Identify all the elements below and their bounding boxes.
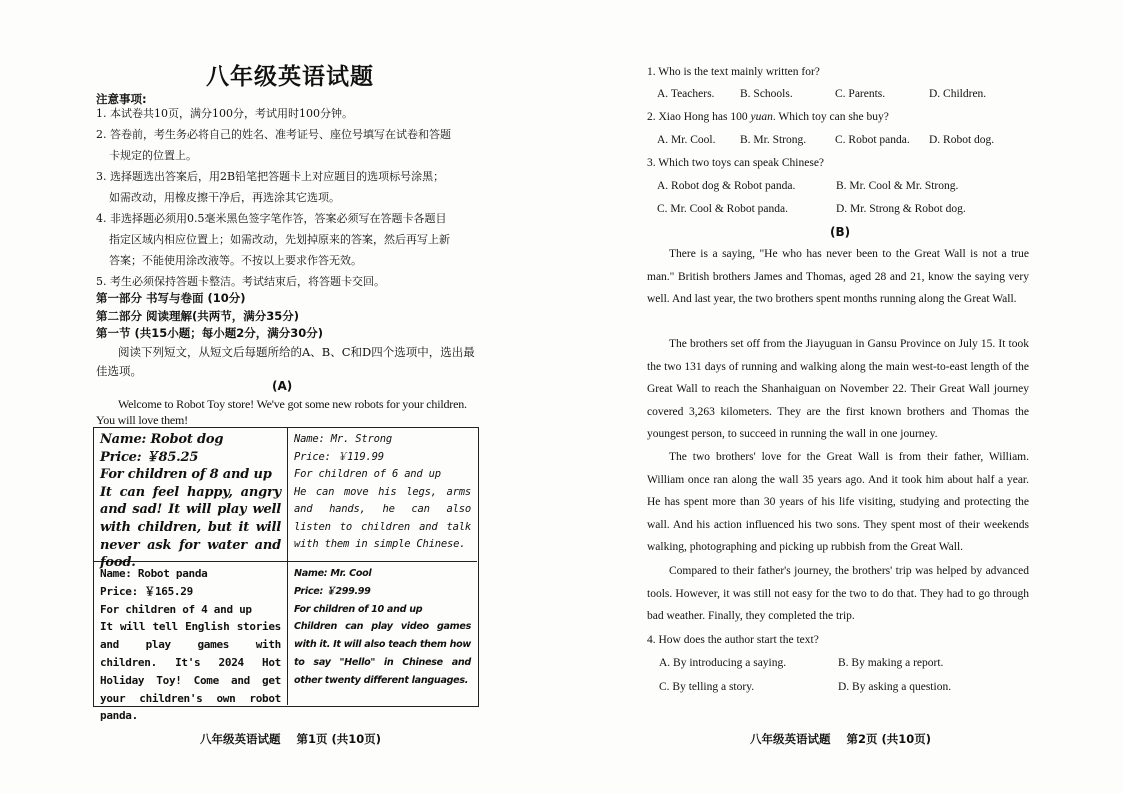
note-2-cont: 卡规定的位置上。 — [109, 149, 197, 162]
q2-stem-em: yuan — [750, 111, 773, 123]
q4-option-a: A. By introducing a saying. — [659, 657, 787, 669]
note-4-cont: 指定区域内相应位置上；如需改动，先划掉原来的答案，然后再写上新 — [109, 233, 450, 246]
page-1-footer: 八年级英语试题 第1页 (共10页) — [200, 732, 382, 746]
mr-cool-desc: Children can play video games with it. It will also teach them how to say "Hello" in Chinese and other twenty different languages. — [294, 621, 471, 686]
passage-a-intro: Welcome to Robot Toy store! We've got some new robots for your children. You will love them! — [96, 397, 467, 427]
q2-option-d: D. Robot dog. — [929, 134, 995, 146]
mr-cool-age: For children of 10 and up — [294, 603, 423, 615]
robot-panda-desc: It will tell English stories and play games with children. It's 2024 Hot Holiday Toy! Come and get your children's own robot panda. — [100, 620, 281, 723]
passage-b-paragraph-1: There is a saying, "He who has never been to the Great Wall is not a true man." British brothers James and Thomas, aged 28 and 21, know the saying very well. And last year, the two brothers spent months running along the Great Wall. — [647, 248, 1029, 306]
passage-b-label: (B) — [830, 225, 851, 239]
notes-list — [96, 103, 480, 292]
question-2-stem — [647, 111, 889, 123]
q4-option-c: C. By telling a story. — [659, 681, 755, 693]
q1-option-a: A. Teachers. — [657, 88, 715, 100]
part-1-heading: 第一部分 书写与卷面 (10分) — [96, 291, 246, 305]
passage-a-label: (A) — [272, 379, 293, 393]
note-3-cont: 如需改动，用橡皮擦干净后，再选涂其它选项。 — [109, 191, 340, 204]
question-1-stem: 1. Who is the text mainly written for? — [647, 66, 820, 78]
robot-panda-price: Price: ￥165.29 — [100, 584, 193, 598]
question-4-stem: 4. How does the author start the text? — [647, 634, 819, 646]
notes-heading: 注意事项: — [96, 92, 147, 106]
robot-dog-price: Price: ￥85.25 — [100, 449, 199, 465]
section-1-heading: 第一节 (共15小题；每小题2分，满分30分) — [96, 326, 324, 340]
q2-option-a: A. Mr. Cool. — [657, 134, 716, 146]
q2-stem-post: . Which toy can she buy? — [772, 111, 889, 123]
note-4: 4. 非选择题必须用0.5毫米黑色签字笔作答，答案必须写在答题卡各题目 — [96, 212, 447, 225]
reading-instructions: 阅读下列短文，从短文后每题所给的A、B、C和D四个选项中，选出最佳选项。 — [96, 345, 475, 378]
mr-strong-card — [288, 428, 477, 562]
note-2: 2. 答卷前，考生务必将自己的姓名、准考证号、座位号填写在试卷和答题 — [96, 128, 451, 141]
mr-strong-name: Name: Mr. Strong — [294, 433, 392, 445]
note-4-cont2: 答案；不能使用涂改液等。不按以上要求作答无效。 — [109, 254, 362, 267]
mr-strong-desc: He can move his legs, arms and hands, he can also listen to children and talk with them in simple Chinese. — [294, 485, 471, 550]
passage-b-paragraph-4: Compared to their father's journey, the brothers' trip was helped by advanced tools. However, it was still not easy for the two to do that. They had to go through bad weather. Finally, they completed the trip. — [647, 565, 1029, 623]
left-page — [0, 0, 560, 793]
robot-dog-age: For children of 8 and up — [100, 467, 272, 483]
note-1: 1. 本试卷共10页，满分100分，考试用时100分钟。 — [96, 107, 353, 120]
question-3-stem: 3. Which two toys can speak Chinese? — [647, 157, 825, 169]
q2-option-c: C. Robot panda. — [835, 134, 910, 146]
robot-panda-age: For children of 4 and up — [100, 602, 252, 616]
q3-option-c: C. Mr. Cool & Robot panda. — [657, 203, 788, 215]
q4-option-d: D. By asking a question. — [838, 681, 952, 693]
q4-option-b: B. By making a report. — [838, 657, 944, 669]
mr-strong-age: For children of 6 and up — [294, 468, 441, 480]
q1-option-d: D. Children. — [929, 88, 987, 100]
exam-title: 八年级英语试题 — [206, 64, 374, 90]
q2-option-b: B. Mr. Strong. — [740, 134, 807, 146]
q2-stem-pre: 2. Xiao Hong has 100 — [647, 111, 751, 123]
robot-dog-name: Name: Robot dog — [100, 432, 224, 447]
part-2-heading: 第二部分 阅读理解(共两节，满分35分) — [96, 309, 300, 323]
q3-option-b: B. Mr. Cool & Mr. Strong. — [836, 180, 959, 192]
robot-dog-desc: It can feel happy, angry and sad! It will play well with children, but it will never ask for water and food. — [100, 484, 281, 571]
robot-dog-card — [94, 428, 288, 571]
page-2-footer: 八年级英语试题 第2页 (共10页) — [750, 732, 932, 746]
mr-cool-name: Name: Mr. Cool — [294, 568, 372, 579]
robot-toy-table — [93, 427, 479, 723]
q3-option-d: D. Mr. Strong & Robot dog. — [836, 203, 966, 215]
robot-panda-card — [94, 562, 288, 723]
mr-strong-price: Price: ￥119.99 — [294, 450, 384, 463]
robot-panda-name: Name: Robot panda — [100, 567, 208, 580]
passage-b-paragraph-3: The two brothers' love for the Great Wall is from their father, William. William once ran along the wall 35 years ago. And it took him about half a year. He has spent more than 30 years of his life visiting, studying and protecting the wall. And his action influenced his two sons. They spent most of their weekends walking, photographing and picking up rubbish from the Great Wall. — [647, 451, 1029, 554]
note-5: 5. 考生必须保持答题卡整洁。考试结束后，将答题卡交回。 — [96, 275, 385, 288]
note-3: 3. 选择题选出答案后，用2B铅笔把答题卡上对应题目的选项标号涂黑； — [96, 170, 445, 183]
q1-option-c: C. Parents. — [835, 88, 886, 100]
q3-option-a: A. Robot dog & Robot panda. — [657, 180, 796, 192]
mr-cool-price: Price: ￥299.99 — [294, 585, 371, 597]
mr-cool-card — [288, 562, 477, 705]
passage-b-paragraph-2: The brothers set off from the Jiayuguan in Gansu Province on July 15. It took the two 131 days of running and walking along the main west-to-east length of the Great Wall to reach the Shanhaiguan on November 22. Their Great Wall journey covered 3,263 kilometers. They are the first known brothers and Thomas the youngest person, to succeed in running the wall in one journey. — [647, 338, 1029, 441]
q1-option-b: B. Schools. — [740, 88, 793, 100]
